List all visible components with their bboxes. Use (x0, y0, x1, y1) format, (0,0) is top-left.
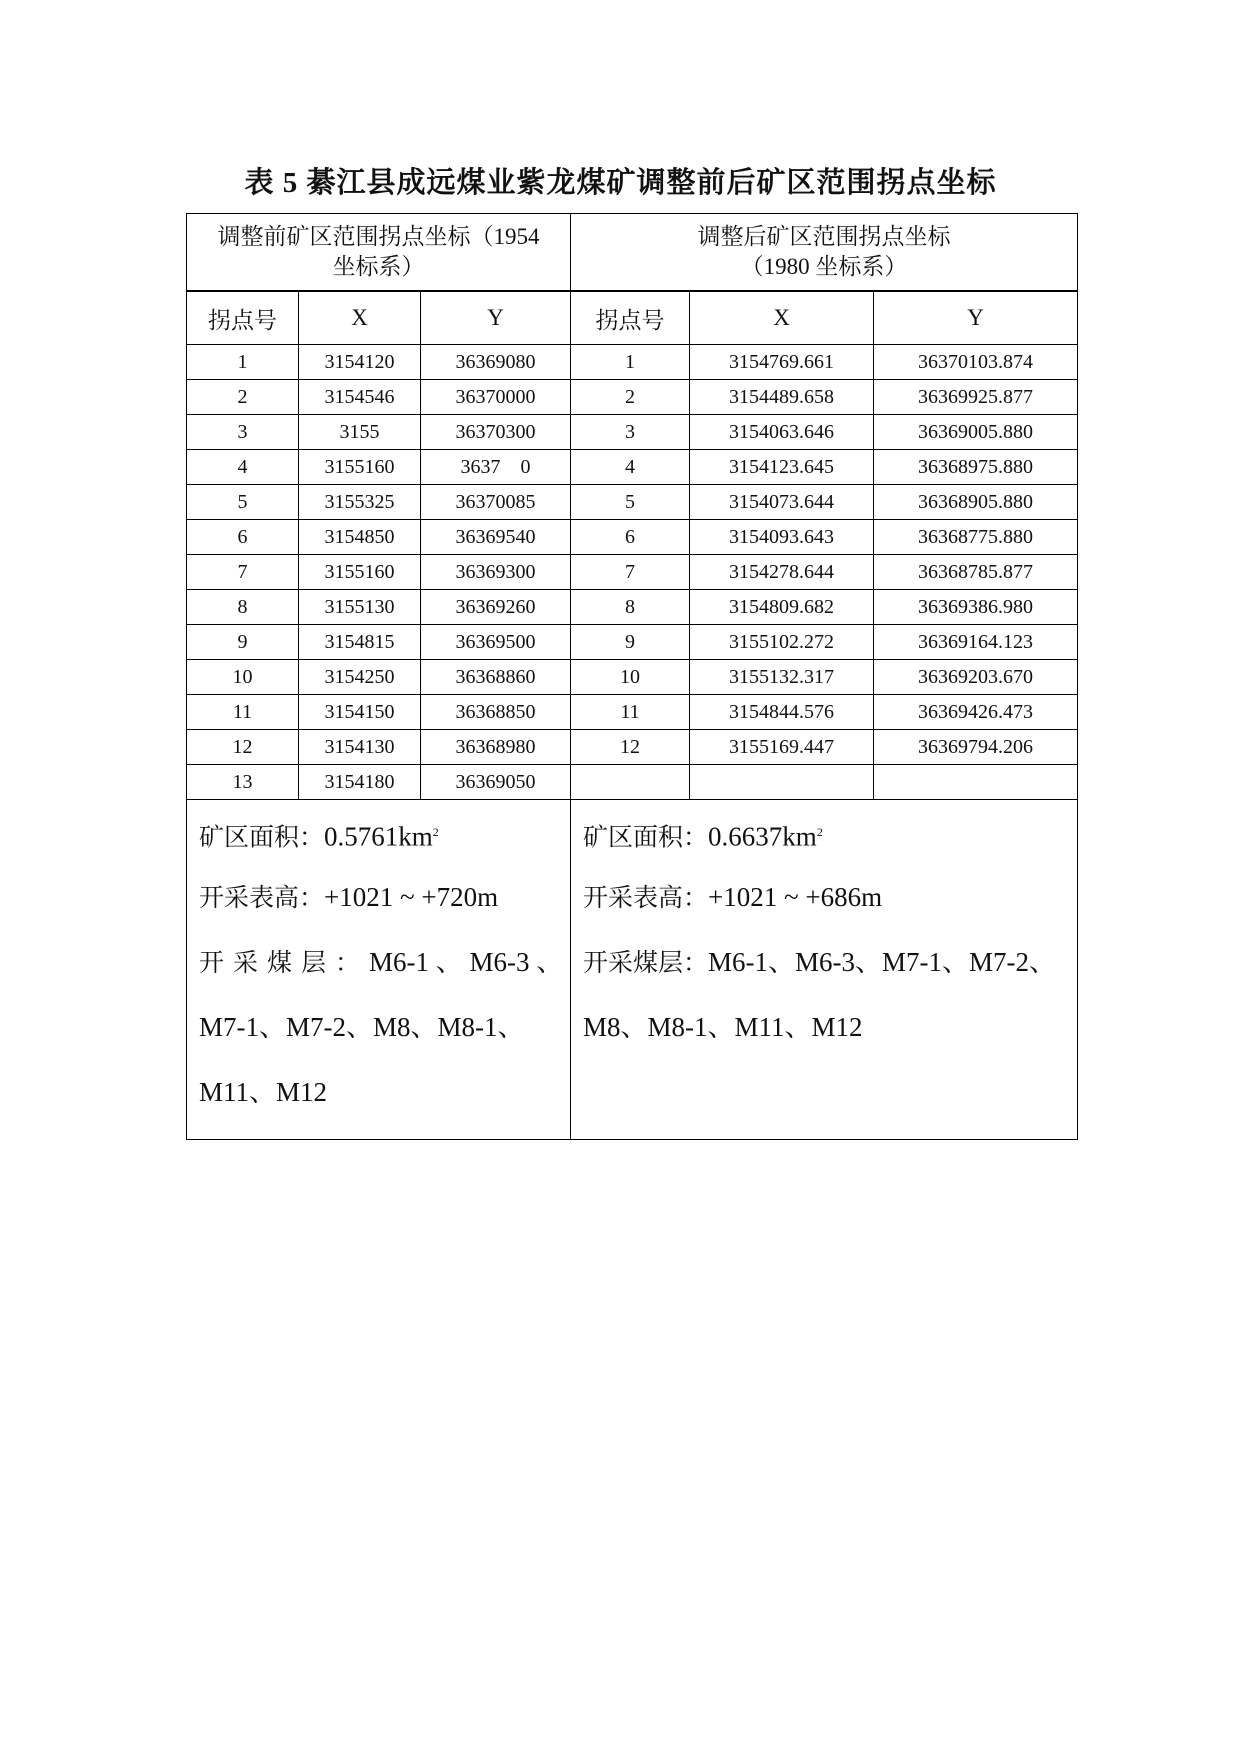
before-point: 6 (187, 520, 299, 555)
after-y: 36368775.880 (874, 520, 1078, 555)
after-x: 3154093.643 (690, 520, 874, 555)
before-y: 36369080 (421, 345, 571, 380)
before-y: 36368850 (421, 695, 571, 730)
after-y: 36368785.877 (874, 555, 1078, 590)
before-section-header (187, 214, 571, 292)
after-seam (583, 944, 1077, 1009)
before-header-line1: 调整前矿区范围拐点坐标（1954 (217, 224, 540, 249)
table-row (187, 450, 1078, 485)
after-col-x: X (690, 291, 874, 345)
before-x: 3154546 (299, 380, 421, 415)
table-row (187, 730, 1078, 765)
before-x: 3154180 (299, 765, 421, 800)
table-row (187, 485, 1078, 520)
before-seam-label: 开采煤层： (199, 950, 370, 977)
after-section-header (571, 214, 1078, 292)
before-y: 36369540 (421, 520, 571, 555)
after-y: 36368905.880 (874, 485, 1078, 520)
before-area-label: 矿区面积： (199, 824, 325, 852)
after-point: 8 (571, 590, 690, 625)
table-row (187, 380, 1078, 415)
after-y: 36369426.473 (874, 695, 1078, 730)
after-point: 11 (571, 695, 690, 730)
table-row (187, 625, 1078, 660)
before-point: 4 (187, 450, 299, 485)
before-header-line2: 坐标系） (332, 254, 425, 279)
before-x: 3154815 (299, 625, 421, 660)
after-area-label: 矿区面积： (583, 824, 709, 852)
before-col-point: 拐点号 (187, 291, 299, 345)
column-header-row (187, 291, 1078, 345)
before-point: 8 (187, 590, 299, 625)
after-area (583, 814, 1077, 879)
after-x: 3154489.658 (690, 380, 874, 415)
before-elevation (199, 879, 570, 944)
before-elev-value: +1021 ~ +720m (324, 882, 499, 912)
before-x: 3155325 (299, 485, 421, 520)
before-x: 3155 (299, 415, 421, 450)
after-y: 36369386.980 (874, 590, 1078, 625)
after-x: 3154769.661 (690, 345, 874, 380)
before-point: 2 (187, 380, 299, 415)
after-x: 3154063.646 (690, 415, 874, 450)
after-y-empty (874, 765, 1078, 800)
before-x: 3154850 (299, 520, 421, 555)
after-x: 3154073.644 (690, 485, 874, 520)
before-y: 36369260 (421, 590, 571, 625)
before-y: 36369500 (421, 625, 571, 660)
after-elevation (583, 879, 1077, 944)
before-x: 3154130 (299, 730, 421, 765)
after-point: 7 (571, 555, 690, 590)
after-seam-line1: M6-1、M6-3、M7-1、M7-2、 (708, 947, 1057, 977)
before-point: 5 (187, 485, 299, 520)
after-point: 2 (571, 380, 690, 415)
after-seam-line2: M8、M8-1、M11、M12 (583, 1012, 863, 1042)
after-area-value: 0.6637km (708, 821, 817, 852)
after-y: 36370103.874 (874, 345, 1078, 380)
after-elev-value: +1021 ~ +686m (708, 882, 883, 912)
after-seam-label: 开采煤层： (583, 950, 709, 977)
before-col-x: X (299, 291, 421, 345)
after-x-empty (690, 765, 874, 800)
before-x: 3155160 (299, 450, 421, 485)
after-summary (571, 800, 1078, 1140)
before-summary (187, 800, 571, 1140)
after-header-line1: 调整后矿区范围拐点坐标 (697, 224, 951, 249)
before-area (199, 814, 570, 879)
after-point-empty (571, 765, 690, 800)
before-y: 36370000 (421, 380, 571, 415)
after-point: 1 (571, 345, 690, 380)
table-row (187, 345, 1078, 380)
after-point: 6 (571, 520, 690, 555)
before-x: 3155130 (299, 590, 421, 625)
table-row (187, 415, 1078, 450)
table-row (187, 520, 1078, 555)
before-point: 9 (187, 625, 299, 660)
after-x: 3155132.317 (690, 660, 874, 695)
before-y: 36369050 (421, 765, 571, 800)
table-row (187, 695, 1078, 730)
before-seam-line2: M7-1、M7-2、M8、M8-1、 (199, 1012, 525, 1042)
after-elev-label: 开采表高： (583, 885, 709, 912)
after-x: 3155102.272 (690, 625, 874, 660)
before-point: 10 (187, 660, 299, 695)
after-col-point: 拐点号 (571, 291, 690, 345)
after-point: 10 (571, 660, 690, 695)
after-point: 12 (571, 730, 690, 765)
before-point: 1 (187, 345, 299, 380)
before-x: 3154250 (299, 660, 421, 695)
before-y: 36370085 (421, 485, 571, 520)
after-x: 3154844.576 (690, 695, 874, 730)
before-area-unit-sup: 2 (432, 825, 439, 839)
after-area-unit-sup: 2 (816, 825, 823, 839)
before-x: 3155160 (299, 555, 421, 590)
after-x: 3154278.644 (690, 555, 874, 590)
after-point: 4 (571, 450, 690, 485)
after-y: 36368975.880 (874, 450, 1078, 485)
before-point: 11 (187, 695, 299, 730)
after-y: 36369164.123 (874, 625, 1078, 660)
after-col-y: Y (874, 291, 1078, 345)
after-x: 3154809.682 (690, 590, 874, 625)
after-point: 3 (571, 415, 690, 450)
after-x: 3155169.447 (690, 730, 874, 765)
before-point: 13 (187, 765, 299, 800)
after-y: 36369203.670 (874, 660, 1078, 695)
coordinate-table (186, 213, 1078, 1140)
before-y: 3637 0 (421, 450, 571, 485)
after-y: 36369005.880 (874, 415, 1078, 450)
before-seam-line3: M11、M12 (199, 1077, 328, 1107)
before-col-y: Y (421, 291, 571, 345)
before-point: 12 (187, 730, 299, 765)
table-row (187, 660, 1078, 695)
before-area-value: 0.5761km (324, 821, 433, 852)
before-x: 3154150 (299, 695, 421, 730)
after-y: 36369794.206 (874, 730, 1078, 765)
before-seam-line1: M6-1 、 M6-3 、 (369, 947, 564, 977)
before-point: 7 (187, 555, 299, 590)
section-header-row (187, 214, 1078, 292)
before-y: 36368980 (421, 730, 571, 765)
after-header-line2: （1980 坐标系） (740, 254, 908, 279)
table-row (187, 765, 1078, 800)
after-x: 3154123.645 (690, 450, 874, 485)
summary-row (187, 800, 1078, 1140)
before-elev-label: 开采表高： (199, 885, 325, 912)
before-point: 3 (187, 415, 299, 450)
before-y: 36370300 (421, 415, 571, 450)
table-row (187, 555, 1078, 590)
before-y: 36369300 (421, 555, 571, 590)
after-point: 9 (571, 625, 690, 660)
table-title: 表 5 綦江县成远煤业紫龙煤矿调整前后矿区范围拐点坐标 (244, 167, 997, 199)
after-y: 36369925.877 (874, 380, 1078, 415)
table-row (187, 590, 1078, 625)
before-y: 36368860 (421, 660, 571, 695)
before-seam (199, 944, 570, 1009)
after-point: 5 (571, 485, 690, 520)
before-x: 3154120 (299, 345, 421, 380)
